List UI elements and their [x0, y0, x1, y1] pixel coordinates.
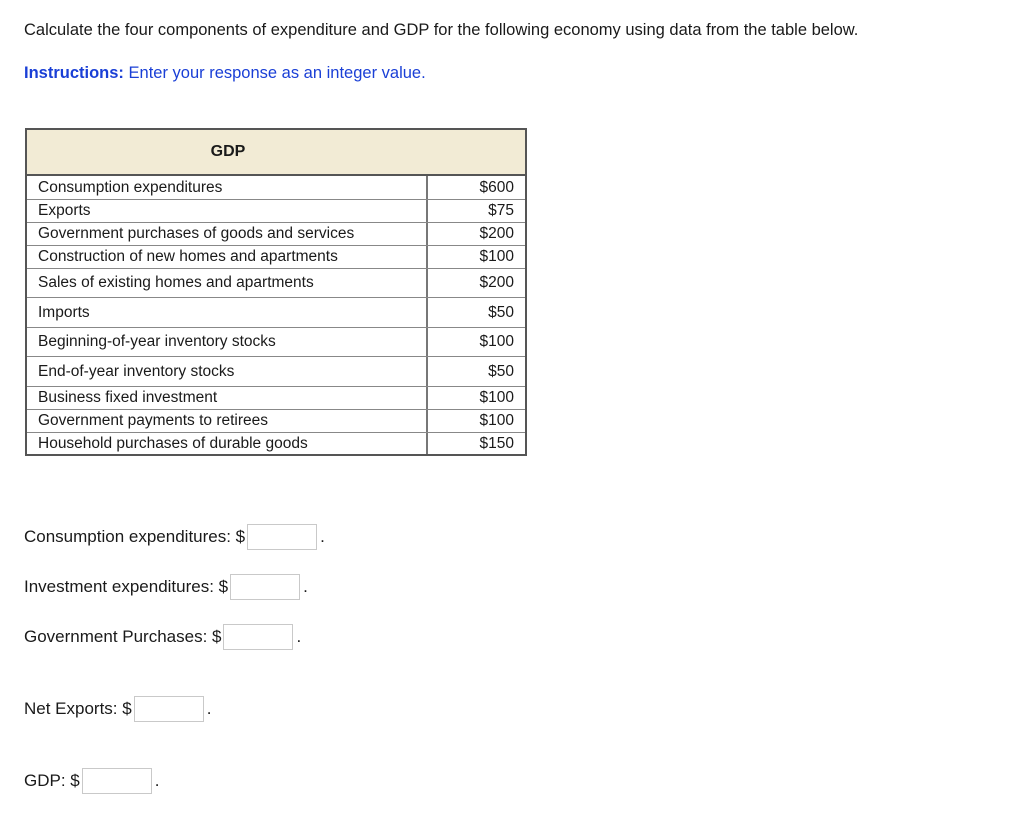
table-row-value: $200: [479, 274, 514, 291]
gdp-table-body: [27, 176, 525, 454]
table-row: [27, 268, 525, 297]
table-row-label: Household purchases of durable goods: [27, 433, 428, 454]
question-text: Calculate the four components of expenditure and GDP for the following economy using data from the table below.: [24, 21, 859, 39]
table-row-label: Construction of new homes and apartments: [27, 246, 428, 268]
table-row-label: Beginning-of-year inventory stocks: [27, 328, 428, 356]
table-row-label: Business fixed investment: [27, 387, 428, 409]
table-row-label: Exports: [27, 200, 428, 222]
gdp-answer-row: [24, 768, 159, 794]
gdp-label: GDP: $: [24, 771, 80, 790]
table-row: [27, 199, 525, 222]
table-row: [27, 222, 525, 245]
gdp-table-header: [27, 130, 525, 176]
table-row-value: $100: [479, 248, 514, 265]
gdp-input[interactable]: [82, 768, 152, 794]
table-row-label: Consumption expenditures: [27, 176, 428, 199]
table-row-label: End-of-year inventory stocks: [27, 357, 428, 386]
net-exports-label: Net Exports: $: [24, 699, 132, 718]
investment-input[interactable]: [230, 574, 300, 600]
table-row-label: Sales of existing homes and apartments: [27, 269, 428, 297]
table-row: [27, 432, 525, 454]
government-answer-row: [24, 624, 301, 650]
gdp-table-title: GDP: [210, 143, 246, 160]
table-row-value: $100: [479, 333, 514, 350]
table-row: [27, 386, 525, 409]
consumption-label: Consumption expenditures: $: [24, 527, 246, 546]
table-row-value: $150: [479, 434, 514, 452]
net-exports-period: .: [206, 699, 212, 718]
government-period: .: [296, 627, 302, 646]
instructions: [24, 64, 426, 83]
table-row-value: $75: [488, 202, 514, 219]
net-exports-answer-row: [24, 696, 211, 722]
table-row-value: $600: [479, 178, 514, 196]
government-label: Government Purchases: $: [24, 627, 222, 646]
consumption-answer-row: [24, 524, 325, 550]
table-row-value: $200: [479, 225, 514, 242]
table-row-label: Imports: [27, 298, 428, 327]
investment-period: .: [303, 577, 308, 596]
consumption-period: .: [320, 527, 325, 546]
table-row-value: $100: [479, 412, 514, 429]
gdp-period: .: [154, 771, 160, 790]
table-row: [27, 409, 525, 432]
net-exports-input[interactable]: [134, 696, 204, 722]
investment-label: Investment expenditures: $: [24, 577, 229, 596]
table-row-value: $50: [488, 303, 514, 321]
table-row-label: Government payments to retirees: [27, 410, 428, 432]
table-row: [27, 327, 525, 356]
table-row-label: Government purchases of goods and services: [27, 223, 428, 245]
gdp-table: [25, 128, 527, 456]
instructions-text: Enter your response as an integer value.: [123, 64, 426, 82]
government-input[interactable]: [223, 624, 293, 650]
table-row-value: $50: [488, 362, 514, 380]
table-row: [27, 245, 525, 268]
instructions-label: Instructions:: [24, 64, 124, 82]
table-row: [27, 176, 525, 199]
consumption-input[interactable]: [247, 524, 317, 550]
table-row-value: $100: [479, 389, 514, 406]
table-row: [27, 297, 525, 327]
investment-answer-row: [24, 574, 308, 600]
table-row: [27, 356, 525, 386]
